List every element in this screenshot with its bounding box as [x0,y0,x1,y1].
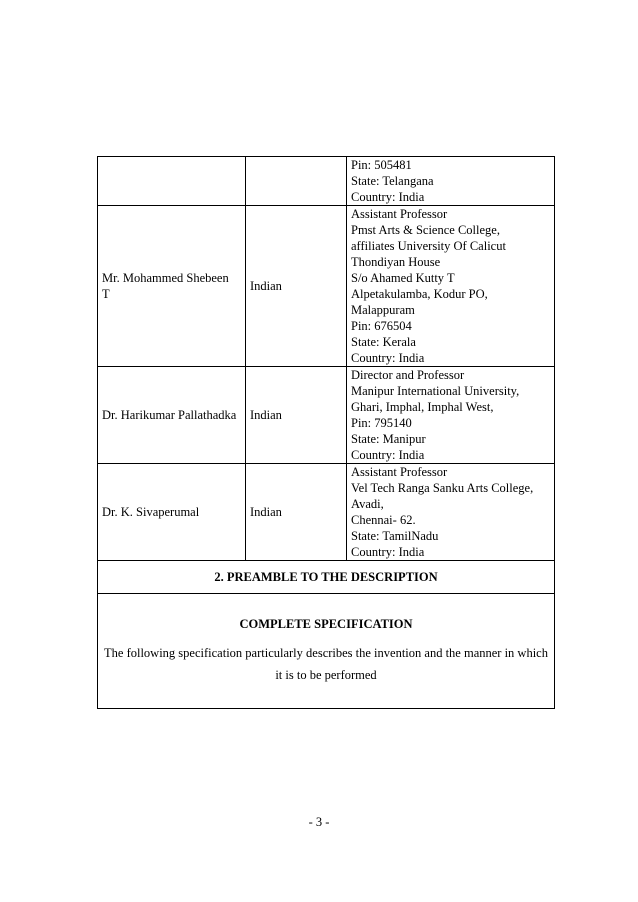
nationality-cell [246,157,347,206]
address-line: Alpetakulamba, Kodur PO, [351,287,488,301]
address-line: Thondiyan House [351,255,441,269]
address-line: Director and Professor [351,368,465,382]
specification-title: COMPLETE SPECIFICATION [239,617,413,631]
inventor-name: T [102,287,110,301]
address-line: Malappuram [351,303,415,317]
address-line: Country: India [351,545,425,559]
preamble-row [98,561,555,594]
address-cell [347,206,555,367]
address-line: Country: India [351,351,425,365]
address-line: State: TamilNadu [351,529,439,543]
address-cell [347,367,555,464]
table-row [98,157,555,206]
specification-cell [98,594,555,709]
address-line: Assistant Professor [351,465,448,479]
address-line: State: Kerala [351,335,416,349]
address-line: Avadi, [351,497,384,511]
inventor-name-cell [98,464,246,561]
table-row [98,464,555,561]
inventor-name-cell [98,367,246,464]
address-line: Pin: 505481 [351,158,412,172]
address-line: State: Manipur [351,432,426,446]
inventor-table [97,156,555,709]
inventor-name: Mr. Mohammed Shebeen [102,271,229,285]
address-line: Pin: 795140 [351,416,412,430]
address-line: Pin: 676504 [351,319,412,333]
address-line: Assistant Professor [351,207,448,221]
nationality: Indian [250,505,282,519]
address-cell [347,464,555,561]
nationality: Indian [250,408,282,422]
address-line: Vel Tech Ranga Sanku Arts College, [351,481,534,495]
inventor-name: Dr. Harikumar Pallathadka [102,408,237,422]
table-row [98,206,555,367]
inventor-name-cell [98,157,246,206]
address-cell [347,157,555,206]
specification-body-line: it is to be performed [275,668,377,682]
inventor-name-cell [98,206,246,367]
preamble-heading: 2. PREAMBLE TO THE DESCRIPTION [98,561,555,594]
nationality-cell [246,464,347,561]
address-line: State: Telangana [351,174,434,188]
address-line: Pmst Arts & Science College, [351,223,500,237]
address-line: Country: India [351,190,425,204]
address-line: affiliates University Of Calicut [351,239,506,253]
address-line: Ghari, Imphal, Imphal West, [351,400,494,414]
page-number: - 3 - [308,815,330,829]
address-line: Country: India [351,448,425,462]
address-line: Chennai- 62. [351,513,416,527]
specification-body-line: The following specification particularly describes the invention and the manner in which [104,646,548,660]
address-line: S/o Ahamed Kutty T [351,271,455,285]
nationality-cell [246,206,347,367]
inventor-name: Dr. K. Sivaperumal [102,505,200,519]
specification-row [98,594,555,709]
nationality: Indian [250,279,282,293]
address-line: Manipur International University, [351,384,520,398]
nationality-cell [246,367,347,464]
table-row [98,367,555,464]
